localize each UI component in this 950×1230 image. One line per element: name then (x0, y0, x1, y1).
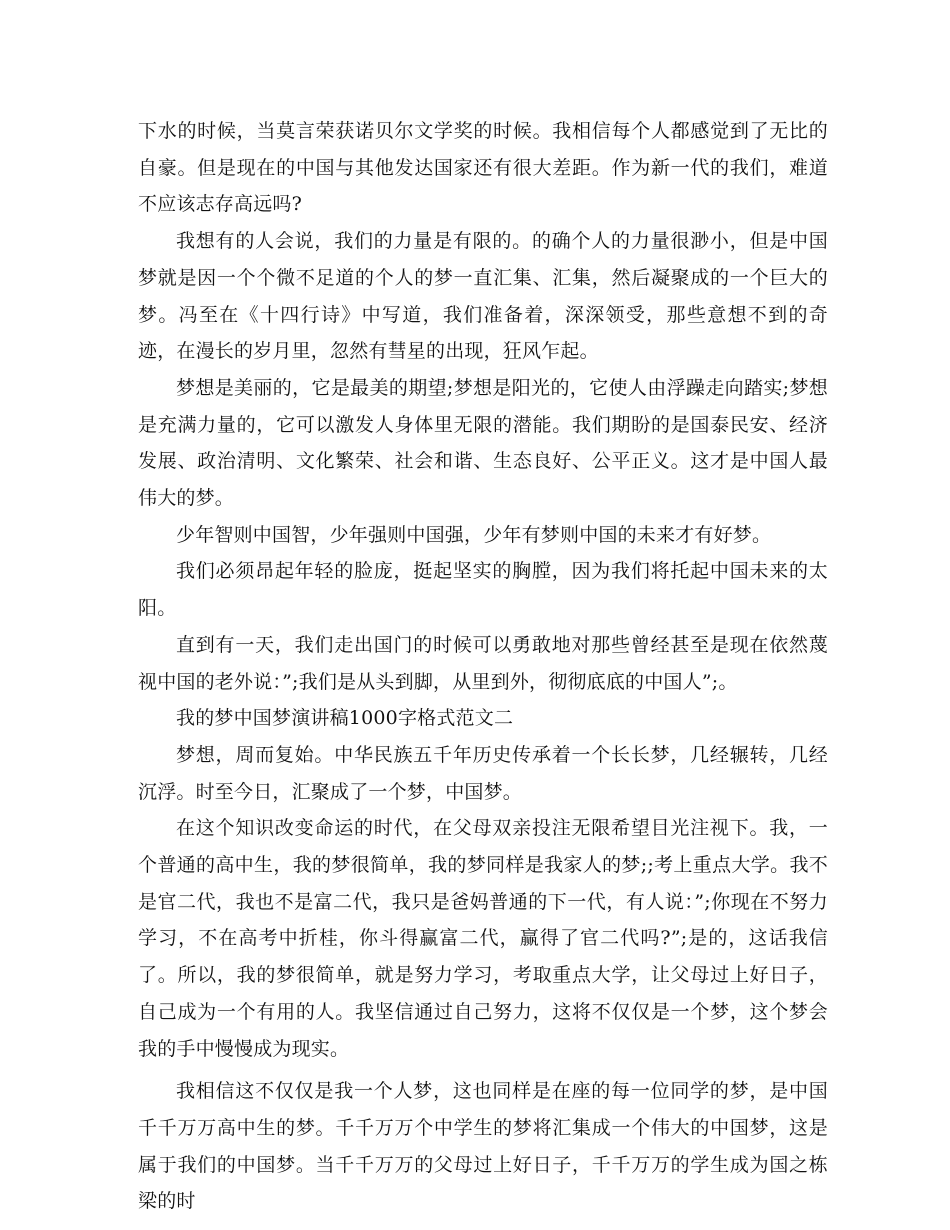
paragraph: 少年智则中国智，少年强则中国强，少年有梦则中国的未来才有好梦。 (176, 523, 772, 546)
paragraph: 我想有的人会说，我们的力量是有限的。的确个人的力量很渺小，但是中国梦就是因一个个微不足道的个人的梦一直汇集、汇集，然后凝聚成的一个巨大的梦。冯至在《十四行诗》中写道，我们准备着，深深领受，那些意想不到的奇迹，在漫长的岁月里，忽然有彗星的出现，狂风乍起。 (138, 230, 828, 363)
paragraph-continuation: 下水的时候，当莫言荣获诺贝尔文学奖的时候。我相信每个人都感觉到了无比的自豪。但是现在的中国与其他发达国家还有很大差距。作为新一代的我们，难道不应该志存高远吗? (138, 120, 828, 216)
paragraph: 梦想，周而复始。中华民族五千年历史传承着一个长长梦，几经辗转，几经沉浮。时至今日，汇聚成了一个梦，中国梦。 (138, 743, 828, 803)
paragraph: 梦想是美丽的，它是最美的期望;梦想是阳光的，它使人由浮躁走向踏实;梦想是充满力量的，它可以激发人身体里无限的潜能。我们期盼的是国泰民安、经济发展、政治清明、文化繁荣、社会和谐、生态良好、公平正义。这才是中国人最伟大的梦。 (138, 376, 828, 510)
section-heading: 我的梦中国梦演讲稿1000字格式范文二 (176, 707, 514, 730)
document-body (138, 113, 828, 1220)
paragraph: 直到有一天，我们走出国门的时候可以勇敢地对那些曾经甚至是现在依然蔑视中国的老外说：”;我们是从头到脚，从里到外，彻彻底底的中国人”;。 (138, 633, 828, 693)
paragraph: 在这个知识改变命运的时代，在父母双亲投注无限希望目光注视下。我，一个普通的高中生，我的梦很简单，我的梦同样是我家人的梦;;考上重点大学。我不是官二代，我也不是富二代，我只是爸妈普通的下一代，有人说：”;你现在不努力学习，不在高考中折桂，你斗得赢富二代，赢得了官二代吗?”;是的，这话我信了。所以，我的梦很简单，就是努力学习，考取重点大学，让父母过上好日子，自己成为一个有用的人。我坚信通过自己努力，这将不仅仅是一个梦，这个梦会我的手中慢慢成为现实。 (138, 817, 828, 1060)
paragraph: 我相信这不仅仅是我一个人梦，这也同样是在座的每一位同学的梦，是中国千千万万高中生的梦。千千万万个中学生的梦将汇集成一个伟大的中国梦，这是属于我们的中国梦。当千千万万的父母过上好日子，千千万万的学生成为国之栋梁的时 (138, 1080, 828, 1213)
paragraph: 我们必须昂起年轻的脸庞，挺起坚实的胸膛，因为我们将托起中国未来的太阳。 (138, 560, 828, 620)
